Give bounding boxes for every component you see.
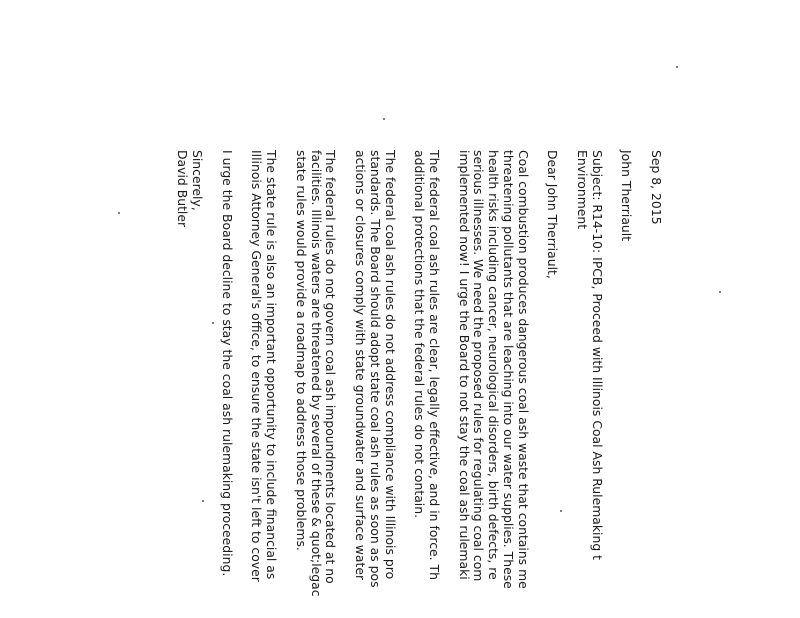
scan-speck (118, 212, 120, 214)
paragraph-1-line: implemented now! I urge the Board to not stay the coal ash rulemaki (456, 150, 472, 580)
scan-speck (383, 118, 385, 120)
scan-speck (212, 322, 214, 324)
paragraph-5-line: The state rule is also an important opportunity to include financial as (264, 150, 280, 580)
paragraph-5-line: Illinois Attorney General's office, to ensure the state isn't left to cover (249, 150, 265, 582)
letter-closing: Sincerely, (190, 150, 206, 211)
paragraph-1-line: Coal combustion produces dangerous coal ash waste that contains me (515, 150, 531, 589)
paragraph-2-line: additional protections that the federal rules do not contain. (412, 150, 428, 519)
paragraph-1-line: health risks including cancer, neurological disorders, birth defects, re (486, 150, 502, 580)
scan-speck (676, 66, 678, 68)
paragraph-4-line: state rules would provide a roadmap to address those problems. (293, 150, 309, 551)
scan-speck (560, 510, 562, 512)
letter-subject: Subject: R14-10: IPCB, Proceed with Illinois Coal Ash Rulemaking t (589, 150, 605, 561)
paragraph-3-line: actions or closures comply with state groundwater and surface water (353, 150, 369, 581)
paragraph-3-line: The federal coal ash rules do not address compliance with Illinois pro (382, 150, 398, 580)
scan-speck (202, 500, 204, 502)
letter-salutation: Dear John Therriault, (545, 150, 561, 279)
letter-date: Sep 8, 2015 (649, 150, 664, 225)
paragraph-1-line: threatening pollutants that are leaching into our water supplies. These (501, 150, 517, 589)
letter-subject-continued: Environment (575, 150, 591, 230)
paragraph-4-line: facilities. Illinois waters are threatened by several of these & quot;legac (308, 150, 324, 597)
paragraph-2-line: The federal coal ash rules are clear, legally effective, and in force. Th (427, 150, 443, 580)
paragraph-6: I urge the Board decline to stay the coal ash rulemaking proceeding. (219, 150, 235, 577)
letter-signature: David Butler (175, 150, 191, 228)
paragraph-3-line: standards. The Board should adopt state coal ash rules as soon as pos (367, 150, 383, 588)
paragraph-1-line: serious illnesses. We need the proposed rules for regulating coal com (471, 150, 487, 582)
paragraph-4-line: The federal rules do not govern coal ash impoundments located at no (323, 150, 339, 584)
letter-body (175, 150, 663, 618)
letter-recipient: John Therriault (619, 150, 635, 242)
scan-speck (719, 291, 721, 293)
